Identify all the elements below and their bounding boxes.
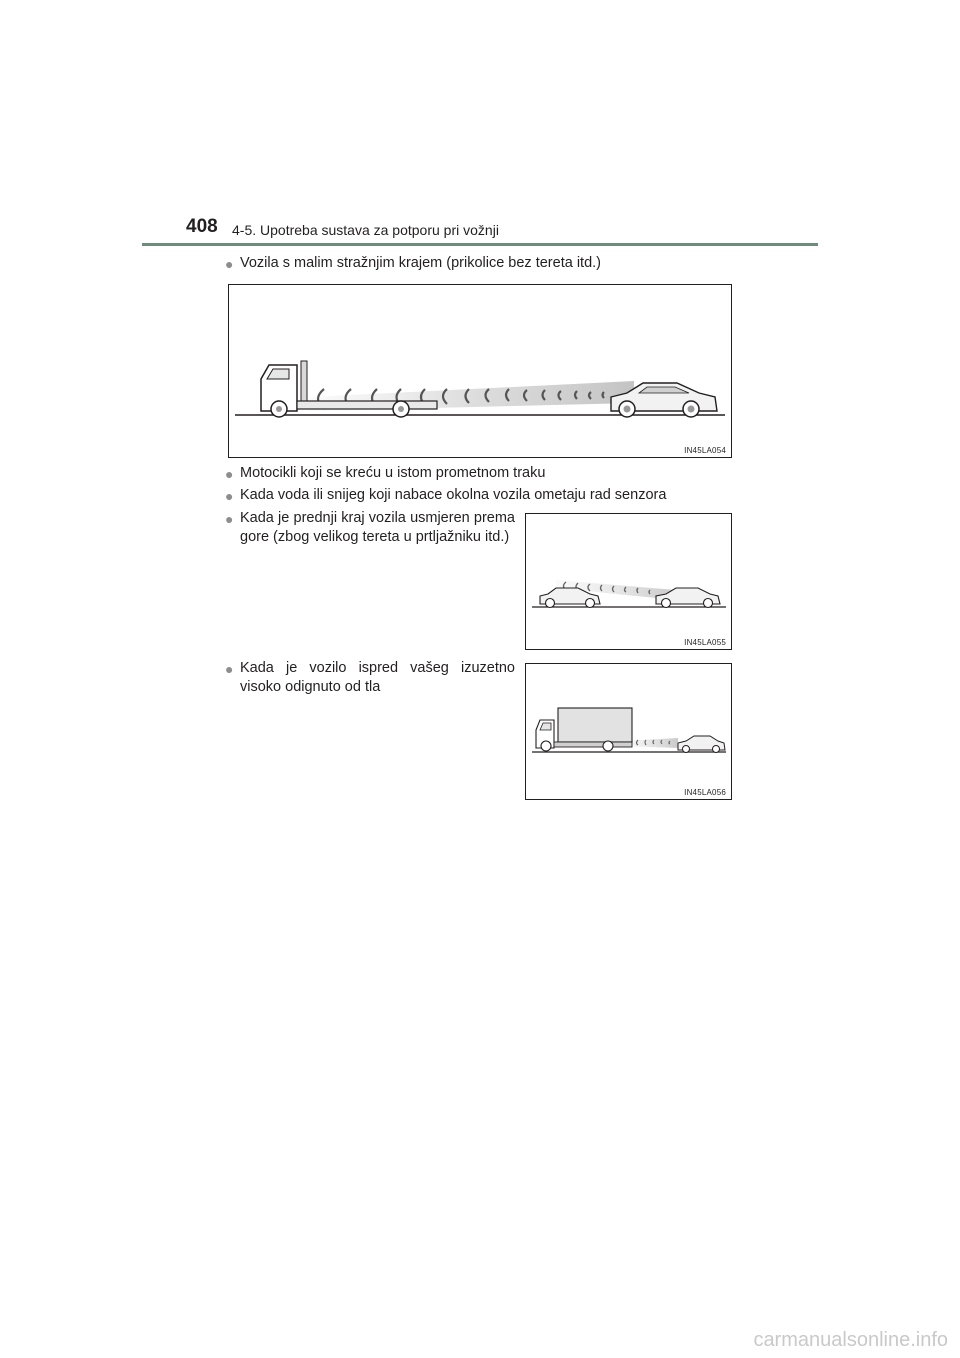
- page-number: 408: [186, 216, 218, 237]
- bullet-dot: ●: [225, 488, 234, 504]
- bullet-text: Kada voda ili snijeg koji nabace okolna vozila ometaju rad senzora: [240, 487, 667, 503]
- figure-front-raised-car: [525, 513, 732, 650]
- bullet-item: [225, 254, 785, 273]
- front-raised-car-illustration: [526, 514, 731, 649]
- figure-flatbed-truck: [228, 284, 732, 458]
- bullet-dot: ●: [225, 256, 234, 272]
- bullet-text: Motocikli koji se kreću u istom prometnom traku: [240, 465, 546, 481]
- figure-code: IN45LA054: [684, 446, 726, 455]
- figure-high-truck: [525, 663, 732, 800]
- bullet-item: [225, 659, 515, 697]
- header-rule: [142, 243, 818, 246]
- bullet-dot: ●: [225, 511, 234, 527]
- figure-code: IN45LA055: [684, 638, 726, 647]
- bullet-text: Kada je vozilo ispred vašeg izuzetno visoko odignuto od tla: [240, 660, 515, 695]
- bullet-item: [225, 509, 515, 547]
- bullet-text: Kada je prednji kraj vozila usmjeren prema gore (zbog velikog tereta u prtljažniku itd.): [240, 510, 515, 545]
- high-truck-illustration: [526, 664, 731, 799]
- bullet-text: Vozila s malim stražnjim krajem (prikolice bez tereta itd.): [240, 255, 601, 271]
- bullet-dot: ●: [225, 661, 234, 677]
- watermark: carmanualsonline.info: [753, 1329, 948, 1351]
- section-title: 4-5. Upotreba sustava za potporu pri vožnji: [232, 222, 499, 238]
- flatbed-truck-illustration: [229, 285, 731, 457]
- figure-code: IN45LA056: [684, 788, 726, 797]
- bullet-item: [225, 486, 785, 505]
- bullet-item: [225, 464, 785, 483]
- bullet-dot: ●: [225, 466, 234, 482]
